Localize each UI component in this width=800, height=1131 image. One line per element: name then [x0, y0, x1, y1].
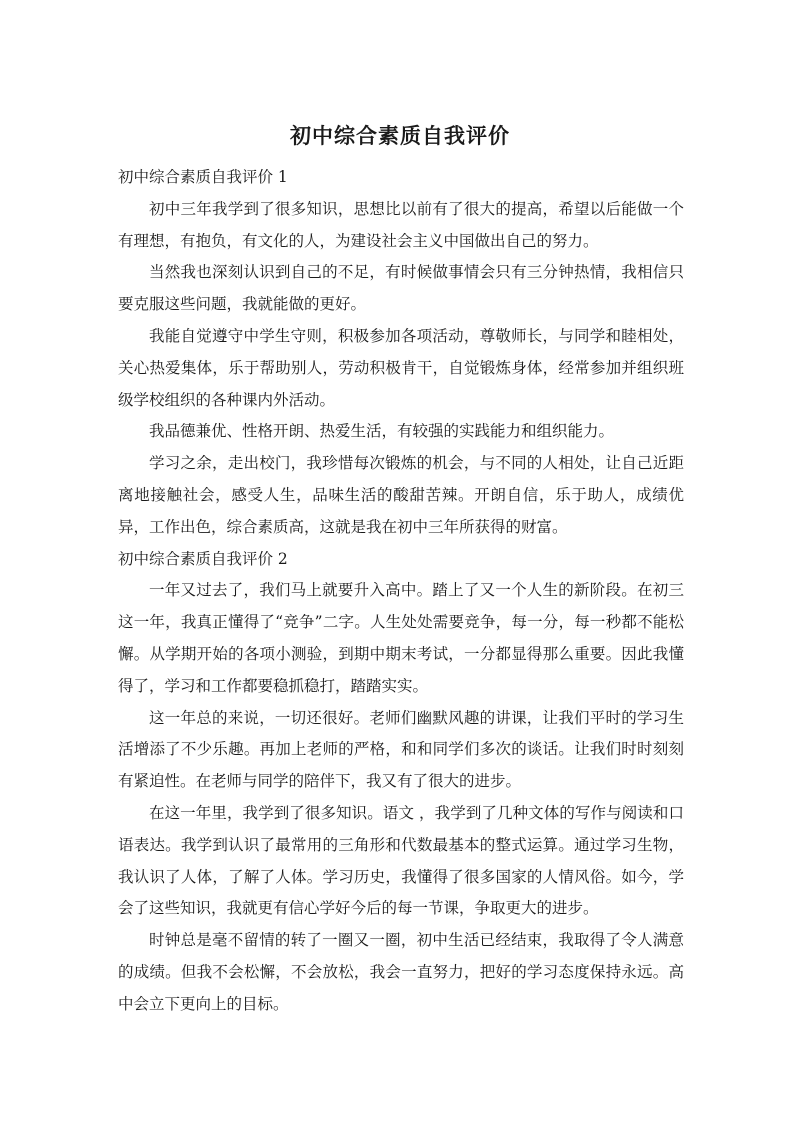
paragraph: 初中三年我学到了很多知识，思想比以前有了很大的提高，希望以后能做一个有理想，有抱负，有文化的人，为建设社会主义中国做出自己的努力。 — [118, 199, 684, 250]
paragraph: 当然我也深刻认识到自己的不足，有时候做事情会只有三分钟热情，我相信只要克服这些问题，我就能做的更好。 — [118, 263, 684, 314]
paragraph: 在这一年里，我学到了很多知识。语文 ，我学到了几种文体的写作与阅读和口语表达。我学到认识了最常用的三角形和代数最基本的整式运算。通过学习生物，我认识了人体，了解了人体。学习历史，我懂得了很多国家的人情风俗。如今，学会了这些知识，我就更有信心学好今后的每一节课，争取更大的进步。 — [118, 803, 684, 918]
section-heading-2: 初中综合素质自我评价 2 — [118, 549, 288, 568]
section-heading-1: 初中综合素质自我评价 1 — [118, 168, 288, 186]
paragraph: 我品德兼优、性格开朗、热爱生活，有较强的实践能力和组织能力。 — [149, 422, 615, 441]
paragraph: 我能自觉遵守中学生守则，积极参加各项活动，尊敬师长，与同学和睦相处，关心热爱集体，乐于帮助别人，劳动积极肯干，自觉锻炼身体，经常参加并组织班级学校组织的各种课内外活动。 — [118, 326, 684, 409]
paragraph: 一年又过去了，我们马上就要升入高中。踏上了又一个人生的新阶段。在初三这一年，我真正懂得了“竞争”二字。人生处处需要竞争，每一分，每一秒都不能松懈。从学期开始的各项小测验，到期中期末考试，一分都显得那么重要。因此我懂得了，学习和工作都要稳抓稳打，踏踏实实。 — [118, 581, 684, 695]
paragraph: 时钟总是毫不留情的转了一圈又一圈，初中生活已经结束，我取得了令人满意的成绩。但我不会松懈，不会放松，我会一直努力，把好的学习态度保持永远。高中会立下更向上的目标。 — [118, 931, 684, 1013]
paragraph: 学习之余，走出校门，我珍惜每次锻炼的机会，与不同的人相处，让自己近距离地接触社会，感受人生，品味生活的酸甜苦辣。开朗自信，乐于助人，成绩优异，工作出色，综合素质高，这就是我在初中三年所获得的财富。 — [118, 454, 684, 536]
document-body — [118, 162, 684, 1021]
document-title: 初中综合素质自我评价 — [290, 124, 510, 148]
paragraph: 这一年总的来说，一切还很好。老师们幽默风趣的讲课，让我们平时的学习生活增添了不少乐趣。再加上老师的严格，和和同学们多次的谈话。让我们时时刻刻有紧迫性。在老师与同学的陪伴下，我又有了很大的进步。 — [118, 708, 684, 791]
